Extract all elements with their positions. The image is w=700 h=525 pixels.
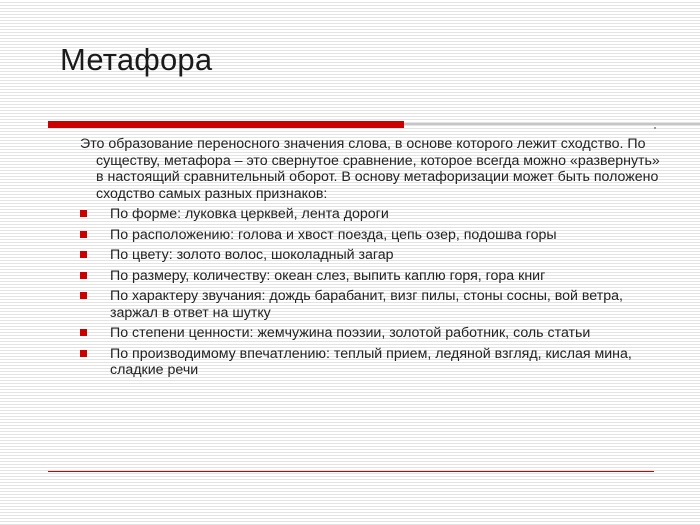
list-item-text: По характеру звучания: дождь барабанит, визг пилы, стоны сосны, вой ветра, заржал в ответ на шутку [110,288,623,321]
title-divider-grey-line [404,123,700,125]
bullet-square-icon [80,210,87,217]
list-item-text: По размеру, количеству: океан слез, выпить каплю горя, гора книг [110,267,546,284]
bullet-square-icon [80,292,87,299]
bullet-square-icon [80,231,87,238]
bullet-square-icon [80,350,87,357]
slide-body [80,136,660,383]
list-item-text: По цвету: золото волос, шоколадный загар [110,247,394,263]
slide-title: Метафора [60,42,213,77]
bullet-list [80,206,660,379]
footer-divider [48,471,654,472]
list-item [80,268,660,285]
title-divider-dot [654,127,656,129]
list-item [80,346,660,379]
list-item-text: По степени ценности: жемчужина поэзии, золотой работник, соль статьи [110,325,591,341]
list-item-text: По форме: луковка церквей, лента дороги [110,206,389,222]
title-divider [48,121,654,128]
bullet-square-icon [80,329,87,336]
list-item [80,206,660,223]
list-item [80,227,660,244]
bullet-square-icon [80,251,87,258]
list-item [80,325,660,342]
intro-paragraph: Это образование переносного значения слова, в основе которого лежит сходство. По существу, метафора – это свернутое сравнение, которое всегда можно «развернуть» в настоящий сравнительный оборот. В основу метафоризации может быть положено сходство самых разных признаков: [80,136,660,202]
list-item [80,247,660,264]
list-item-text: По производимому впечатлению: теплый прием, ледяной взгляд, кислая мина, сладкие речи [110,345,632,378]
list-item-text: По расположению: голова и хвост поезда, цепь озер, подошва горы [110,226,557,243]
list-item [80,288,660,321]
bullet-square-icon [80,272,87,279]
title-divider-red-bar [48,121,404,128]
